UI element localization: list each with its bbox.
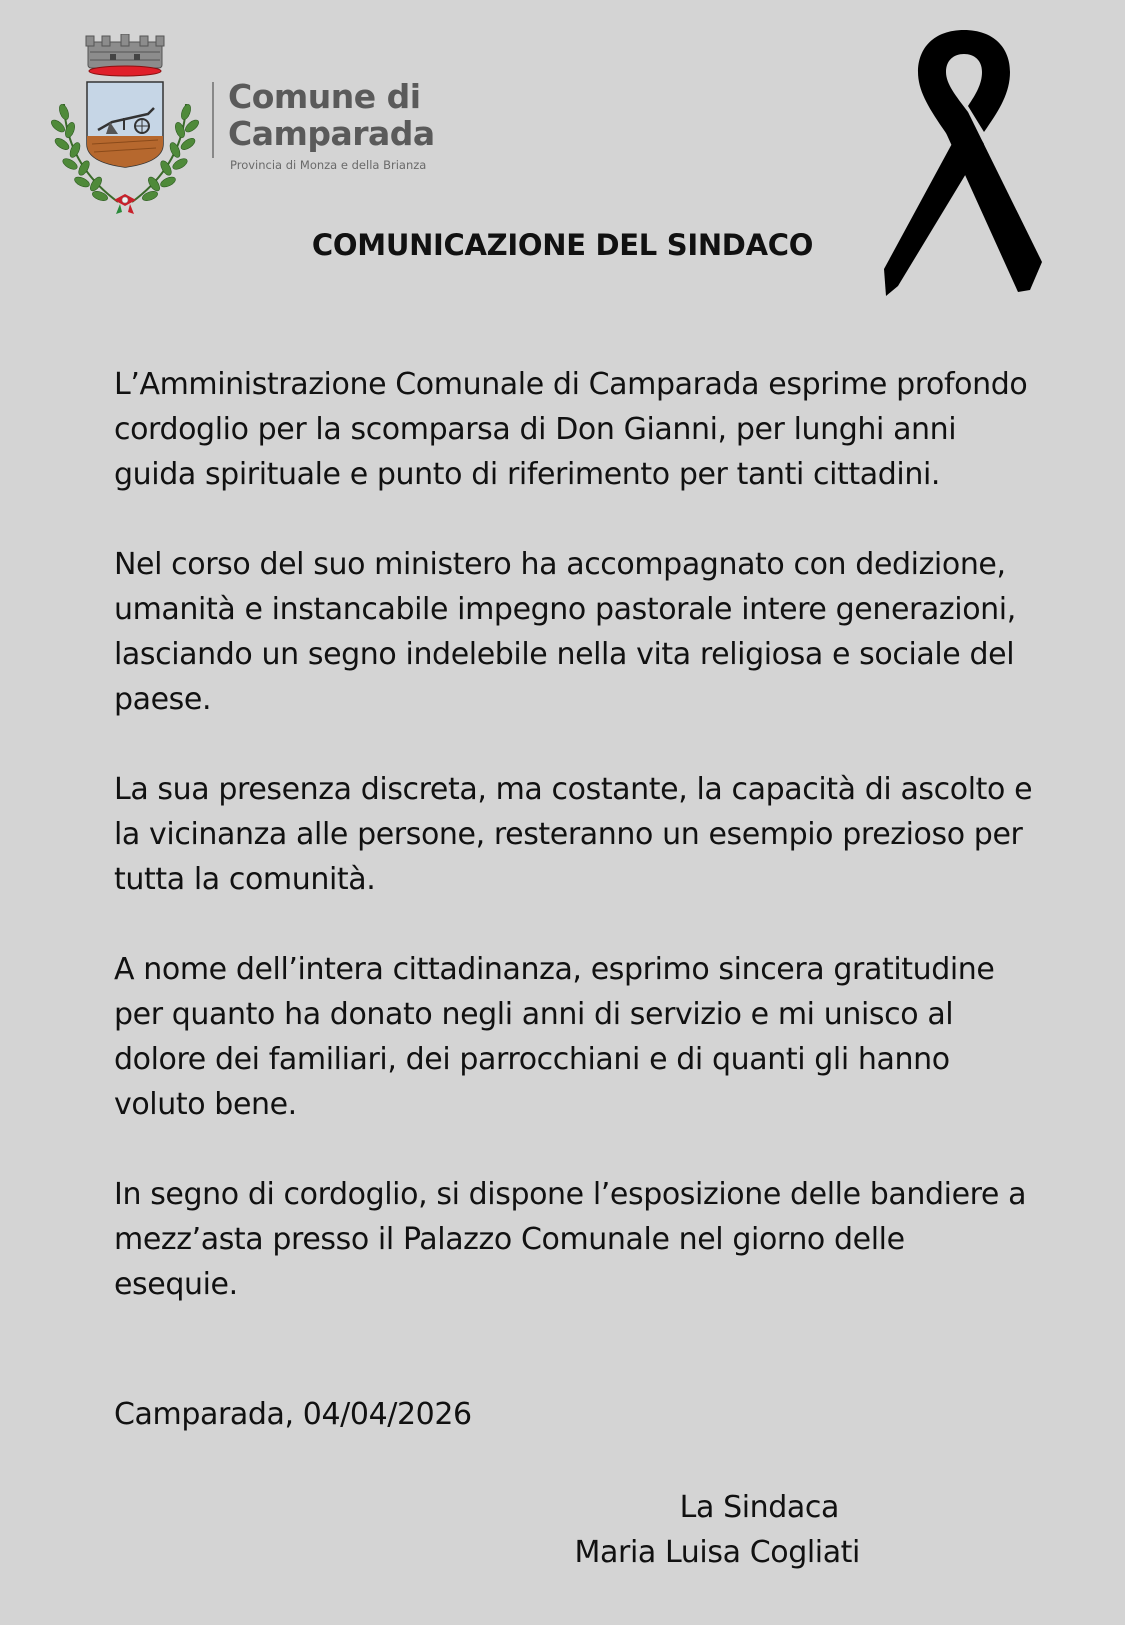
signature-name: Maria Luisa Cogliati [574, 1535, 860, 1570]
comune-province: Provincia di Monza e della Brianza [230, 158, 427, 172]
paragraph-gratitude: A nome dell’intera cittadinanza, esprimo sincera gratitudine per quanto ha donato negli anni di servizio e mi unisco al dolore dei familiari, dei parrocchiani e di quanti gli hanno voluto bene. [114, 952, 995, 1122]
page-title: COMUNICAZIONE DEL SINDACO [311, 228, 814, 262]
tricolor-bow-icon [114, 194, 136, 214]
comune-name-line2: Camparada [228, 114, 435, 153]
paragraph-ministry: Nel corso del suo ministero ha accompagnato con dedizione, umanità e instancabile impegno pastorale intere generazioni, lasciando un segno indelebile nella vita religiosa e sociale del paese. [114, 547, 1016, 717]
paragraph-presence: La sua presenza discreta, ma costante, la capacità di ascolto e la vicinanza alle persone, resteranno un esempio prezioso per tutta la comunità. [114, 772, 1033, 897]
paragraph-flags: In segno di cordoglio, si dispone l’esposizione delle bandiere a mezz’asta presso il Palazzo Comunale nel giorno delle esequie. [114, 1177, 1027, 1302]
crown-icon [86, 34, 164, 76]
coat-of-arms-icon [50, 34, 200, 214]
signature-role: La Sindaca [679, 1490, 839, 1525]
signature-block [560, 1485, 860, 1575]
date-line: Camparada, 04/04/2026 [114, 1397, 472, 1432]
black-mourning-ribbon-icon [872, 24, 1052, 304]
shield-icon [87, 82, 163, 167]
paragraph-condolences: L’Amministrazione Comunale di Camparada esprime profondo cordoglio per la scomparsa di Don Gianni, per lunghi anni guida spirituale e punto di riferimento per tanti cittadini. [114, 367, 1028, 492]
header-divider [212, 82, 214, 158]
comune-name [228, 78, 435, 152]
communication-body [114, 362, 1034, 1352]
comune-name-line1: Comune di [228, 77, 421, 116]
